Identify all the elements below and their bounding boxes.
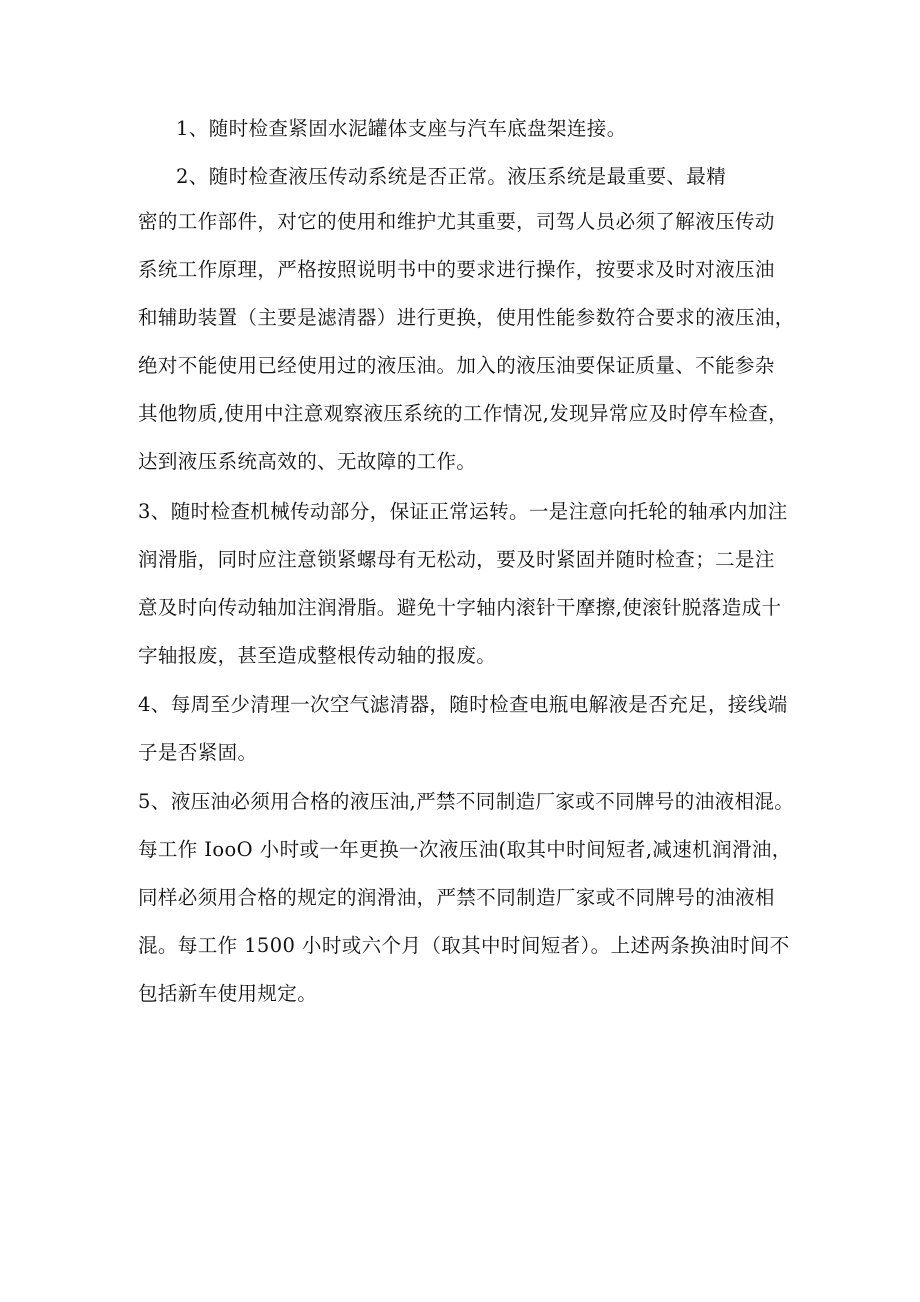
item-5-line-4: 混。每工作 1500 小时或六个月（取其中时间短者）。上述两条换油时间不 [138,934,790,957]
item-4-line-1: 4、每周至少清理一次空气滤清器，随时检查电瓶电解液是否充足，接线端 [138,693,788,716]
item-2-line-1: 2、随时检查液压传动系统是否正常。液压系统是最重要、最精 [176,165,727,188]
item-3-line-4: 字轴报废，甚至造成整根传动轴的报废。 [138,644,497,667]
item-2-line-4: 和辅助装置（主要是滤清器）进行更换，使用性能参数符合要求的液压油， [138,306,795,329]
item-5-line-5: 包括新车使用规定。 [138,982,318,1005]
item-5-line-1: 5、液压油必须用合格的液压油,严禁不同制造厂家或不同牌号的油液相混。 [138,790,795,813]
item-1-line-1: 1、随时检查紧固水泥罐体支座与汽车底盘架连接。 [176,117,627,140]
item-2-line-5: 绝对不能使用已经使用过的液压油。加入的液压油要保证质量、不能参杂 [138,354,775,377]
item-5-line-3: 同样必须用合格的规定的润滑油，严禁不同制造厂家或不同牌号的油液相 [138,886,775,909]
item-2-line-7: 达到液压系统高效的、无故障的工作。 [138,450,477,473]
item-2-line-6: 其他物质,使用中注意观察液压系统的工作情况,发现异常应及时停车检查， [138,402,788,425]
item-2-line-2: 密的工作部件，对它的使用和维护尤其重要，司驾人员必须了解液压传动 [138,210,775,233]
item-4-line-2: 子是否紧固。 [138,741,258,764]
item-3-line-1: 3、随时检查机械传动部分，保证正常运转。一是注意向托轮的轴承内加注 [138,500,788,523]
item-5-line-2: 每工作 IooO 小时或一年更换一次液压油(取其中时间短者,减速机润滑油， [138,838,792,861]
item-3-line-2: 润滑脂，同时应注意锁紧螺母有无松动，要及时紧固并随时检查；二是注 [138,548,775,571]
item-3-line-3: 意及时向传动轴加注润滑脂。避免十字轴内滚针干摩擦,使滚针脱落造成十 [138,596,782,619]
item-2-line-3: 系统工作原理，严格按照说明书中的要求进行操作，按要求及时对液压油 [138,258,775,281]
